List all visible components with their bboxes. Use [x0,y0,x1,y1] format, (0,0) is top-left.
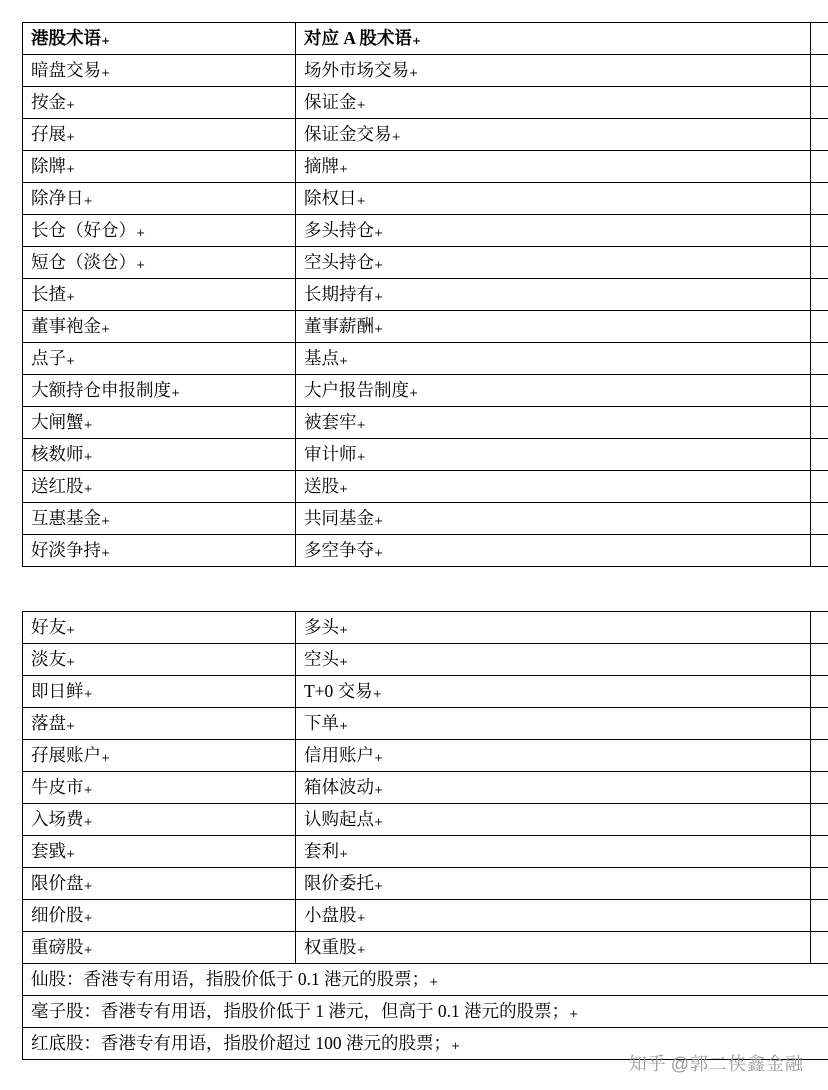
table-row [23,87,828,119]
cell-mark [811,343,828,375]
cell-a-term: 基点₊ [296,343,811,375]
cell-a-term: 多头₊ [296,612,811,644]
cell-hk-term: 除牌₊ [23,151,296,183]
table-row [23,535,828,567]
cell-note: 红底股：香港专有用语，指股价超过 100 港元的股票；₊ [23,1028,828,1060]
cell-hk-term: 落盘₊ [23,708,296,740]
cell-mark [811,407,828,439]
table-row [23,183,828,215]
header-cell-mark [811,23,828,55]
cell-a-term: 限价委托₊ [296,868,811,900]
cell-mark [811,535,828,567]
cell-hk-term: 除净日₊ [23,183,296,215]
cell-a-term: 权重股₊ [296,932,811,964]
cell-hk-term: 长仓（好仓）₊ [23,215,296,247]
watermark-user: @郭二侠鑫金融 [670,1054,804,1074]
table-row [23,151,828,183]
cell-a-term: 场外市场交易₊ [296,55,811,87]
cell-a-term: 下单₊ [296,708,811,740]
cell-mark [811,119,828,151]
table-row [23,407,828,439]
cell-mark [811,375,828,407]
table-row [23,311,828,343]
table-row [23,247,828,279]
cell-mark [811,311,828,343]
cell-mark [811,676,828,708]
cell-mark [811,644,828,676]
cell-hk-term: 细价股₊ [23,900,296,932]
table-row [23,836,828,868]
cell-mark [811,868,828,900]
cell-hk-term: 大额持仓申报制度₊ [23,375,296,407]
table-1-body [23,23,828,567]
table-row [23,375,828,407]
table-row [23,868,828,900]
cell-mark [811,503,828,535]
cell-a-term: 除权日₊ [296,183,811,215]
table-row [23,55,828,87]
cell-hk-term: 短仓（淡仓）₊ [23,247,296,279]
cell-mark [811,471,828,503]
table-row [23,644,828,676]
cell-mark [811,804,828,836]
cell-mark [811,247,828,279]
cell-mark [811,55,828,87]
cell-a-term: 空头持仓₊ [296,247,811,279]
cell-a-term: 审计师₊ [296,439,811,471]
cell-a-term: 多空争夺₊ [296,535,811,567]
cell-mark [811,932,828,964]
cell-hk-term: 核数师₊ [23,439,296,471]
cell-hk-term: 大闸蟹₊ [23,407,296,439]
cell-hk-term: 点子₊ [23,343,296,375]
terminology-table-1 [22,22,828,567]
cell-note: 毫子股：香港专有用语，指股价低于 1 港元，但高于 0.1 港元的股票；₊ [23,996,828,1028]
cell-hk-term: 董事袍金₊ [23,311,296,343]
cell-hk-term: 淡友₊ [23,644,296,676]
cell-hk-term: 限价盘₊ [23,868,296,900]
cell-hk-term: 重磅股₊ [23,932,296,964]
watermark-site: 知乎 [628,1054,667,1074]
cell-mark [811,612,828,644]
cell-a-term: 空头₊ [296,644,811,676]
table-row [23,804,828,836]
cell-mark [811,708,828,740]
cell-a-term: 多头持仓₊ [296,215,811,247]
cell-mark [811,87,828,119]
table-row-note [23,964,828,996]
cell-a-term: 摘牌₊ [296,151,811,183]
cell-a-term: 董事薪酬₊ [296,311,811,343]
cell-a-term: 共同基金₊ [296,503,811,535]
table-row-note [23,996,828,1028]
cell-mark [811,183,828,215]
table-header-row [23,23,828,55]
cell-a-term: T+0 交易₊ [296,676,811,708]
table-row [23,708,828,740]
cell-a-term: 信用账户₊ [296,740,811,772]
cell-a-term: 大户报告制度₊ [296,375,811,407]
terminology-table-2 [22,611,828,1060]
cell-hk-term: 长揸₊ [23,279,296,311]
cell-mark [811,772,828,804]
cell-mark [811,151,828,183]
cell-a-term: 长期持有₊ [296,279,811,311]
table-row [23,900,828,932]
cell-hk-term: 好友₊ [23,612,296,644]
cell-hk-term: 即日鲜₊ [23,676,296,708]
table-row [23,612,828,644]
cell-mark [811,279,828,311]
cell-hk-term: 互惠基金₊ [23,503,296,535]
cell-hk-term: 好淡争持₊ [23,535,296,567]
table-row [23,439,828,471]
cell-hk-term: 牛皮市₊ [23,772,296,804]
table-row [23,343,828,375]
cell-hk-term: 暗盘交易₊ [23,55,296,87]
cell-a-term: 套利₊ [296,836,811,868]
cell-mark [811,900,828,932]
cell-hk-term: 孖展账户₊ [23,740,296,772]
cell-mark [811,740,828,772]
cell-a-term: 送股₊ [296,471,811,503]
cell-note: 仙股：香港专有用语，指股价低于 0.1 港元的股票；₊ [23,964,828,996]
table-row [23,932,828,964]
table-row [23,740,828,772]
table-row [23,215,828,247]
cell-a-term: 被套牢₊ [296,407,811,439]
cell-hk-term: 送红股₊ [23,471,296,503]
table-2-body [23,612,828,1060]
watermark [629,1050,804,1076]
cell-hk-term: 按金₊ [23,87,296,119]
table-gap [22,567,798,611]
cell-hk-term: 套戥₊ [23,836,296,868]
table-row [23,471,828,503]
cell-a-term: 保证金₊ [296,87,811,119]
cell-a-term: 箱体波动₊ [296,772,811,804]
cell-mark [811,215,828,247]
table-row [23,279,828,311]
table-row [23,676,828,708]
table-row [23,772,828,804]
cell-a-term: 小盘股₊ [296,900,811,932]
cell-hk-term: 入场费₊ [23,804,296,836]
cell-a-term: 认购起点₊ [296,804,811,836]
table-row [23,503,828,535]
cell-hk-term: 孖展₊ [23,119,296,151]
cell-a-term: 保证金交易₊ [296,119,811,151]
table-row [23,119,828,151]
header-cell-hk-term: 港股术语₊ [23,23,296,55]
cell-mark [811,836,828,868]
cell-mark [811,439,828,471]
header-cell-a-term: 对应 A 股术语₊ [296,23,811,55]
